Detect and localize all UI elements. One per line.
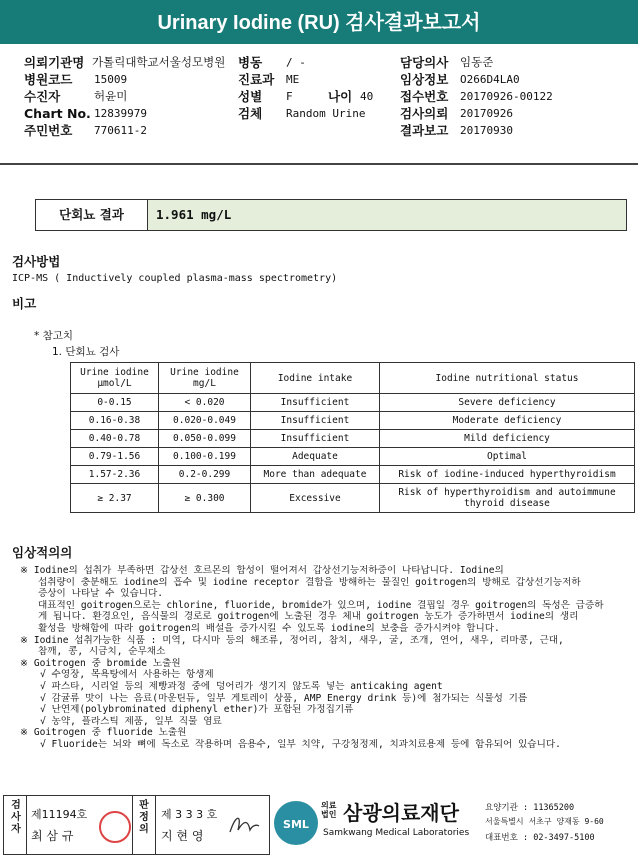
note-line: √ 농약, 플라스틱 제품, 일부 직물 염료 (40, 715, 222, 727)
value-institution: 가톨릭대학교서울성모병원 (92, 55, 226, 69)
value-doctor: 임동준 (460, 55, 494, 69)
org-name: 삼광의료재단 (343, 801, 459, 825)
table-header-row (71, 363, 635, 394)
note-line: ※ Iodine의 섭취가 부족하면 갑상선 호르몬의 합성이 떨어져서 갑상선기능저하증이 나타납니다. Iodine의 (20, 565, 504, 576)
table-header: Urine iodine μmol/L (71, 363, 159, 394)
divider (0, 163, 638, 165)
result-value: 1.961 mg/L (148, 200, 626, 230)
value-hospital-code: 15009 (94, 73, 128, 86)
note-line: 참깨, 콩, 시금치, 순무채소 (38, 646, 166, 658)
note-line: 게 됩니다. 환경요인, 음식물의 경로로 goitrogen에 노출된 경우 체내 goitrogen 농도가 증가하면서 iodine의 생리 (38, 611, 579, 623)
note-line: ※ Goitrogen 중 fluoride 노출원 (20, 727, 187, 739)
label-request-date: 검사의뢰 (400, 106, 449, 121)
value-clinical-info: O266D4LA0 (460, 73, 520, 86)
table-cell: Insufficient (251, 430, 380, 448)
table-header: Iodine nutritional status (380, 363, 635, 394)
value-resident-no: 770611-2 (94, 124, 147, 137)
divider (155, 796, 156, 854)
label-resident-no: 주민번호 (24, 123, 73, 138)
table-header: Iodine intake (251, 363, 380, 394)
table-cell: Mild deficiency (380, 430, 635, 448)
reference-table (70, 362, 635, 513)
result-label: 단회뇨 결과 (36, 200, 148, 230)
inspector-seal-icon (99, 811, 131, 843)
table-cell: 0.050-0.099 (159, 430, 251, 448)
table-cell: Severe deficiency (380, 394, 635, 412)
table-row (71, 448, 635, 466)
value-specimen: Random Urine (286, 107, 366, 120)
address: 서울특별시 서초구 양재동 9-60 (485, 817, 604, 826)
table-cell: 0.16-0.38 (71, 412, 159, 430)
table-cell: Optimal (380, 448, 635, 466)
note-line: ※ Iodine 섭취가능한 식품 : 미역, 다시마 등의 해조류, 정어리, 참치, 새우, 굴, 조개, 연어, 새우, 리마콩, 근대, (20, 634, 564, 646)
table-row (71, 412, 635, 430)
table-cell: 1.57-2.36 (71, 466, 159, 484)
method-heading: 검사방법 (12, 254, 61, 269)
table-cell: 0.79-1.56 (71, 448, 159, 466)
result-box (35, 199, 627, 231)
value-department: ME (286, 73, 300, 86)
reference-subtitle: 1. 단회뇨 검사 (52, 346, 120, 358)
divider (26, 796, 27, 854)
note-line: 활성을 방해함에 따라 goitrogen의 배설을 증가시킬 수 있도록 iodine의 보충을 증가시켜야 합니다. (38, 622, 500, 634)
table-header: Urine iodine mg/L (159, 363, 251, 394)
signature-box (3, 795, 270, 855)
note-line: 증상이 나타날 수 있습니다. (38, 588, 164, 600)
table-row (71, 394, 635, 412)
label-department: 진료과 (238, 72, 275, 87)
note-line: √ 파스타, 시리얼 등의 제빵과정 중에 덩어리가 생기지 않도록 넣는 anticaking agent (40, 680, 443, 692)
sml-logo-icon (271, 798, 321, 848)
table-cell: Risk of hyperthyroidism and autoimmune thyroid disease (380, 484, 635, 513)
value-sex: F (286, 90, 293, 103)
table-cell: Risk of iodine-induced hyperthyroidism (380, 466, 635, 484)
label-age: 나이 (328, 89, 353, 104)
pathologist-name: 지 현 영 (161, 829, 204, 843)
value-request-date: 20170926 (460, 107, 513, 120)
note-line: ※ Goitrogen 중 bromide 노출원 (20, 657, 181, 669)
table-cell: 0-0.15 (71, 394, 159, 412)
table-row (71, 466, 635, 484)
note-line: 섭취량이 충분해도 iodine의 흡수 및 iodine receptor 결합을 방해하는 물질인 goitrogen의 방해로 갑상선기능저하 (38, 576, 581, 588)
pathologist-label: 판 정 의 (139, 800, 149, 835)
table-cell: 0.40-0.78 (71, 430, 159, 448)
table-cell: 0.020-0.049 (159, 412, 251, 430)
table-cell: < 0.020 (159, 394, 251, 412)
institution-code: 요양기관 : 11365200 (485, 803, 575, 813)
label-sex: 성별 (238, 89, 263, 104)
table-cell: Insufficient (251, 394, 380, 412)
value-age: 40 (360, 90, 374, 103)
value-ward: / - (286, 56, 306, 69)
method-text: ICP-MS ( Inductively coupled plasma-mass spectrometry) (12, 273, 338, 284)
divider (132, 796, 133, 854)
table-row (71, 430, 635, 448)
label-hospital-code: 병원코드 (24, 72, 73, 87)
org-english-name: Samkwang Medical Laboratories (323, 828, 470, 838)
table-cell: 0.100-0.199 (159, 448, 251, 466)
note-line: √ 난연제(polybrominated diphenyl ether)가 포함된 가정집기류 (40, 704, 354, 716)
table-cell: Insufficient (251, 412, 380, 430)
value-accession-no: 20170926-00122 (460, 90, 553, 103)
report-title: Urinary Iodine (RU) 검사결과보고서 (0, 0, 638, 44)
label-chart-no: Chart No. (24, 106, 91, 121)
note-line: √ 수영장, 목욕탕에서 사용하는 항생제 (40, 669, 214, 681)
pathologist-number: 제 3 3 3 호 (161, 808, 218, 821)
table-cell: Excessive (251, 484, 380, 513)
clinical-notes (20, 565, 632, 751)
inspector-name: 최 삼 규 (31, 829, 74, 843)
table-cell: 0.2-0.299 (159, 466, 251, 484)
label-clinical-info: 임상정보 (400, 72, 449, 87)
table-cell: Adequate (251, 448, 380, 466)
label-patient: 수진자 (24, 89, 61, 104)
note-line: 대표적인 goitrogen으로는 chlorine, fluoride, bromide가 있으며, iodine 결핍일 경우 goitrogen의 독성은 급증하 (38, 599, 604, 611)
label-specimen: 검체 (238, 106, 263, 121)
logo-text: SML (283, 818, 309, 831)
value-report-date: 20170930 (460, 124, 513, 137)
label-institution: 의뢰기관명 (24, 55, 85, 70)
signature-icon (226, 810, 262, 840)
table-row (71, 484, 635, 513)
reference-title: * 참고치 (34, 330, 74, 342)
phone: 대표번호 : 02-3497-5100 (485, 833, 595, 843)
table-cell: ≥ 0.300 (159, 484, 251, 513)
value-patient: 허윤미 (94, 89, 128, 103)
note-line: √ Fluoride는 뇌와 뼈에 독소로 작용하며 음용수, 일부 치약, 구강청정제, 치과치료용제 등에 함유되어 있습니다. (40, 738, 561, 750)
clinical-heading: 임상적의의 (12, 545, 73, 560)
table-cell: More than adequate (251, 466, 380, 484)
patient-info (24, 54, 634, 139)
footer (3, 795, 635, 855)
label-doctor: 담당의사 (400, 55, 449, 70)
inspector-label: 검 사 자 (11, 800, 21, 835)
table-cell: Moderate deficiency (380, 412, 635, 430)
value-chart-no: 12839979 (94, 107, 147, 120)
label-accession-no: 접수번호 (400, 89, 449, 104)
note-line: √ 감귤류 맛이 나는 음료(마운틴듀, 일부 게토레이 상품, AMP Energy drink 등)에 첨가되는 식물성 기름 (40, 692, 528, 704)
table-cell: ≥ 2.37 (71, 484, 159, 513)
remarks-heading: 비고 (12, 296, 37, 311)
org-type: 의료 법인 (321, 801, 337, 819)
label-ward: 병동 (238, 55, 263, 70)
label-report-date: 결과보고 (400, 123, 449, 138)
inspector-number: 제11194호 (31, 808, 88, 821)
